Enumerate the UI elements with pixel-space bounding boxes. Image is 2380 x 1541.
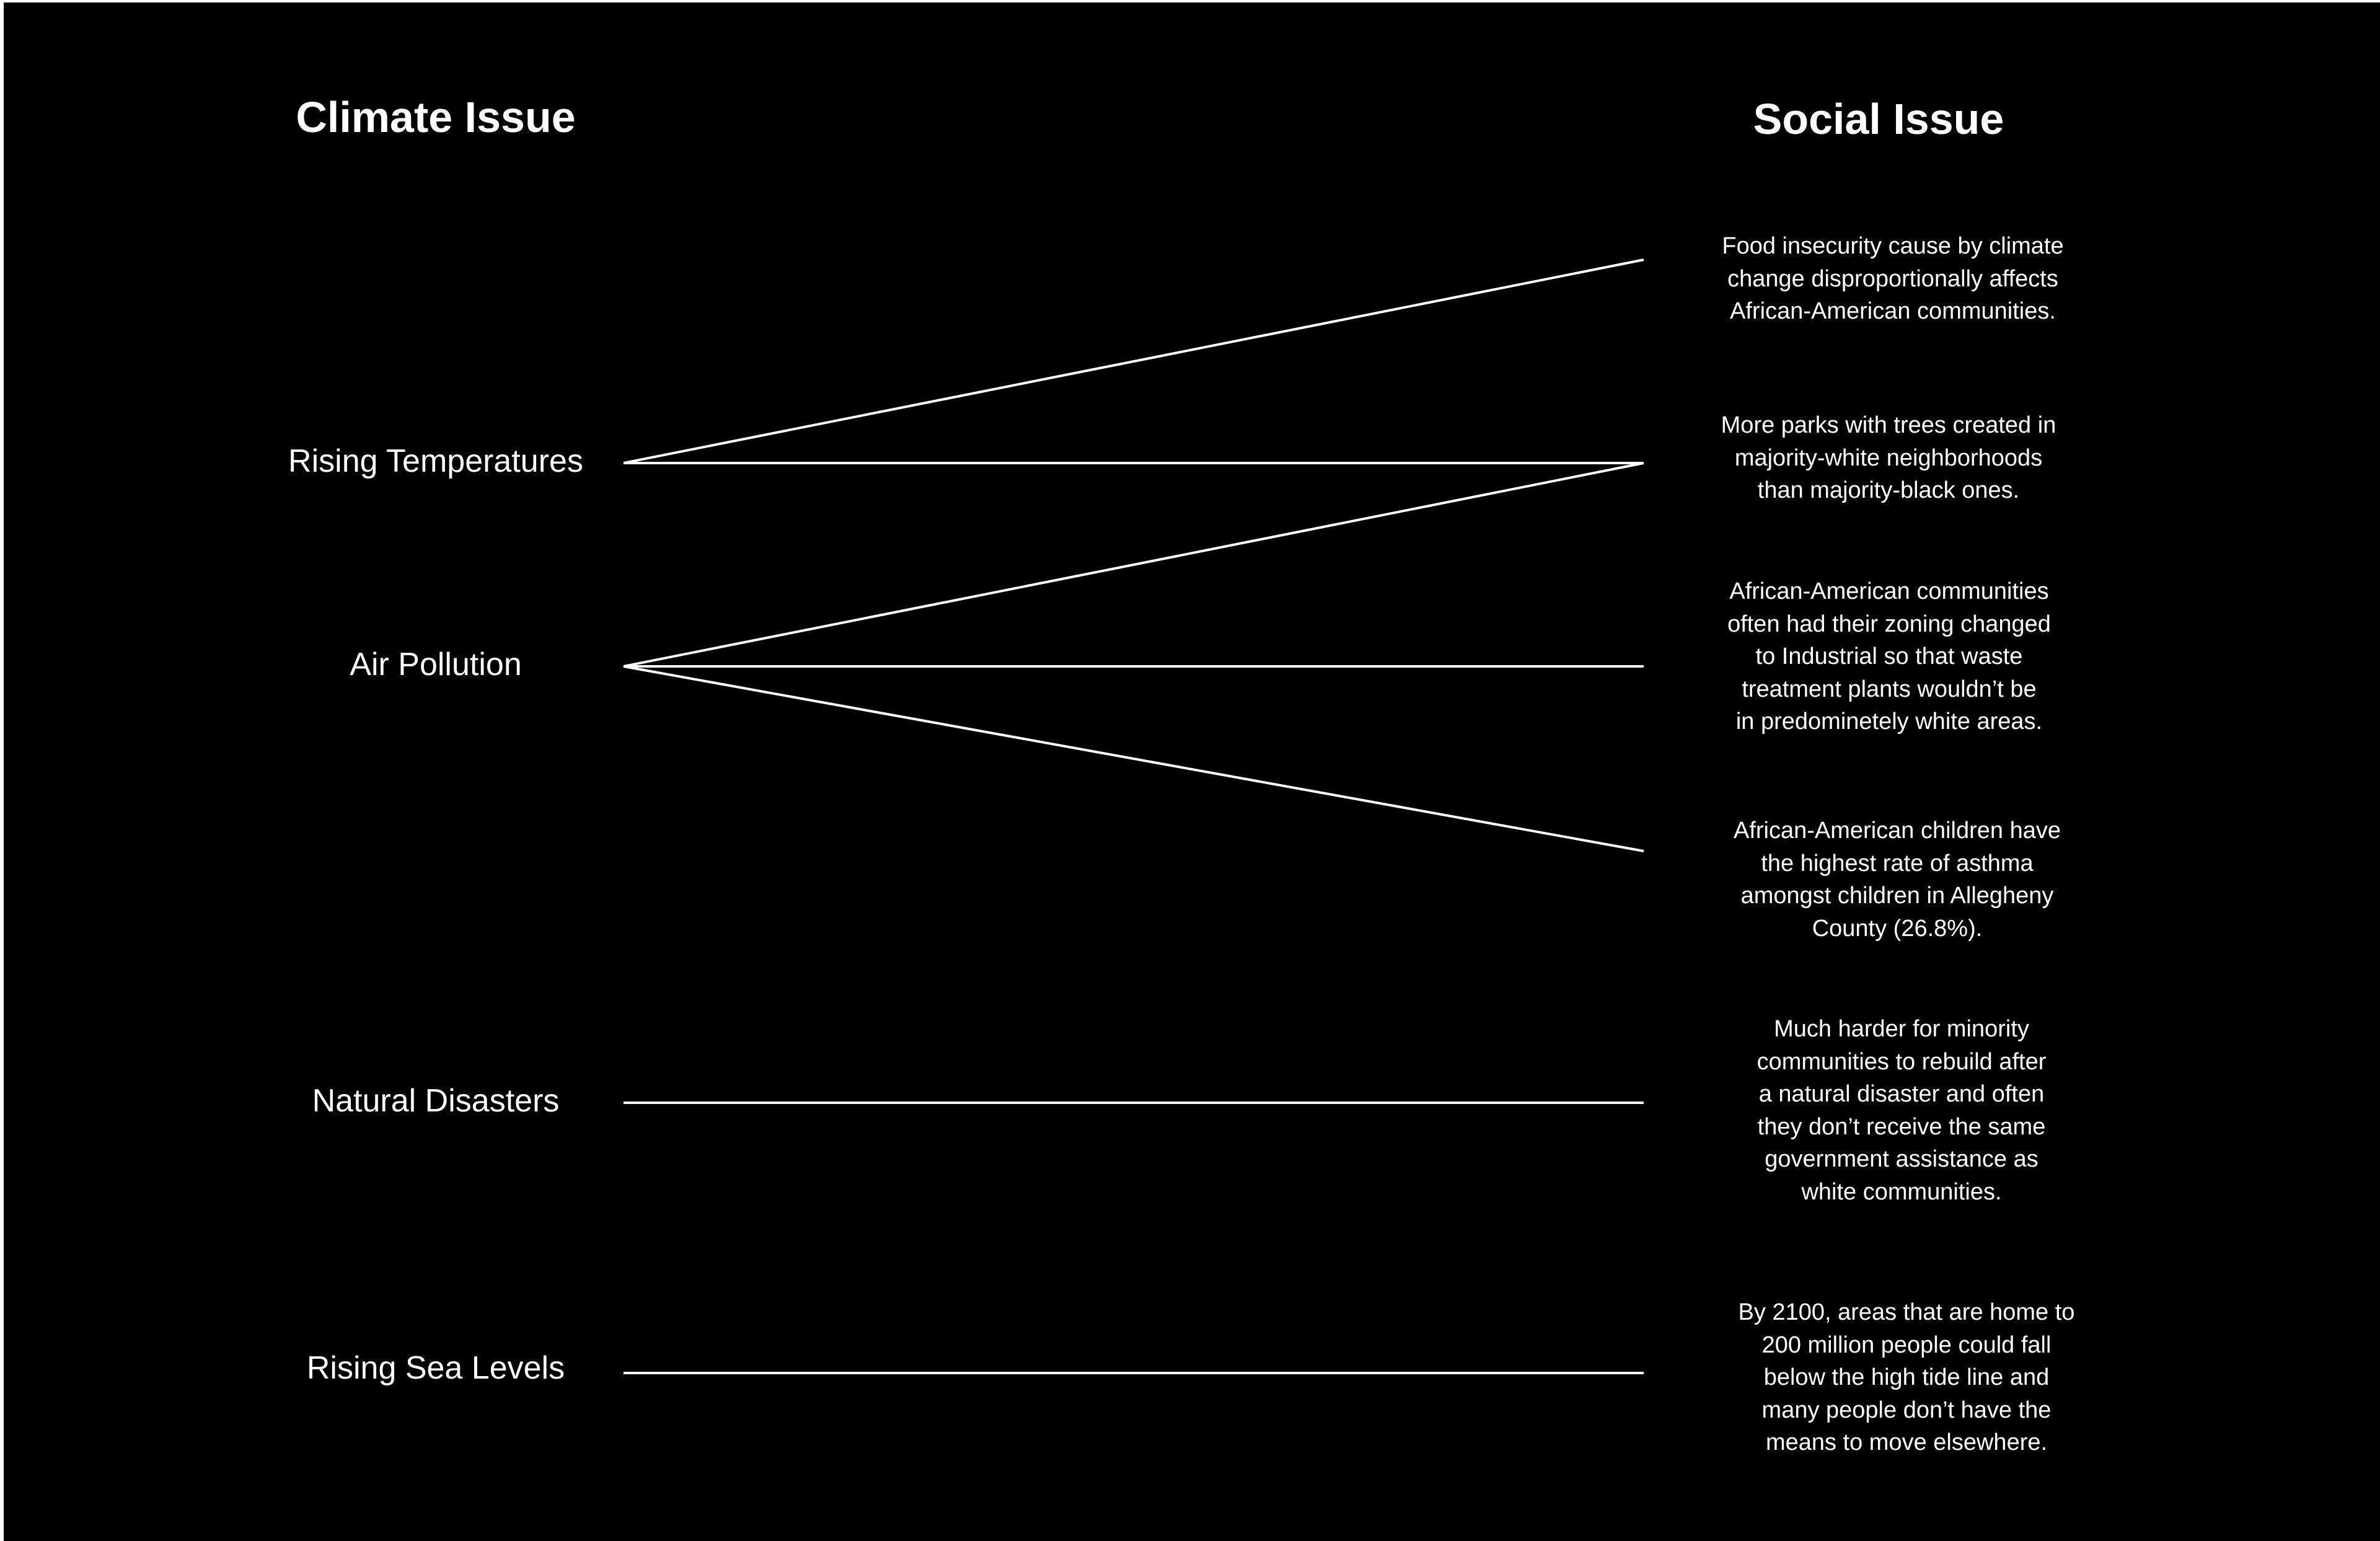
climate-issue-air-pollution: Air Pollution — [350, 647, 522, 682]
link-air-pollution-asthma — [624, 666, 1644, 851]
climate-issue-natural-disasters: Natural Disasters — [312, 1083, 560, 1119]
climate-issue-header: Climate Issue — [296, 93, 576, 141]
link-air-pollution-parks-trees — [624, 463, 1644, 666]
climate-issue-rising-sea-levels: Rising Sea Levels — [306, 1350, 565, 1386]
social-issue-sea-level-displacement: By 2100, areas that are home to 200 million people could fall below the high tide line and many people don’t have the means to move elsewhere. — [1738, 1299, 2075, 1455]
social-issue-parks-trees: More parks with trees created in majority-white neighborhoods than majority-black ones. — [1721, 412, 2056, 503]
climate-issue-rising-temperatures: Rising Temperatures — [288, 443, 583, 479]
social-issue-asthma: African-American children have the highest rate of asthma amongst children in Allegheny County (26.8%). — [1733, 818, 2061, 942]
social-issue-food-insecurity: Food insecurity cause by climate change disproportionally affects African-American communities. — [1722, 233, 2064, 324]
link-rising-temperatures-food-insecurity — [624, 260, 1644, 463]
social-issue-rebuild: Much harder for minority communities to rebuild after a natural disaster and often they don’t receive the same government assistance as white communities. — [1756, 1016, 2047, 1205]
social-issue-header: Social Issue — [1753, 95, 2004, 143]
social-issue-zoning: African-American communities often had their zoning changed to Industrial so that waste treatment plants wouldn’t be in predominetely white areas. — [1727, 578, 2051, 735]
